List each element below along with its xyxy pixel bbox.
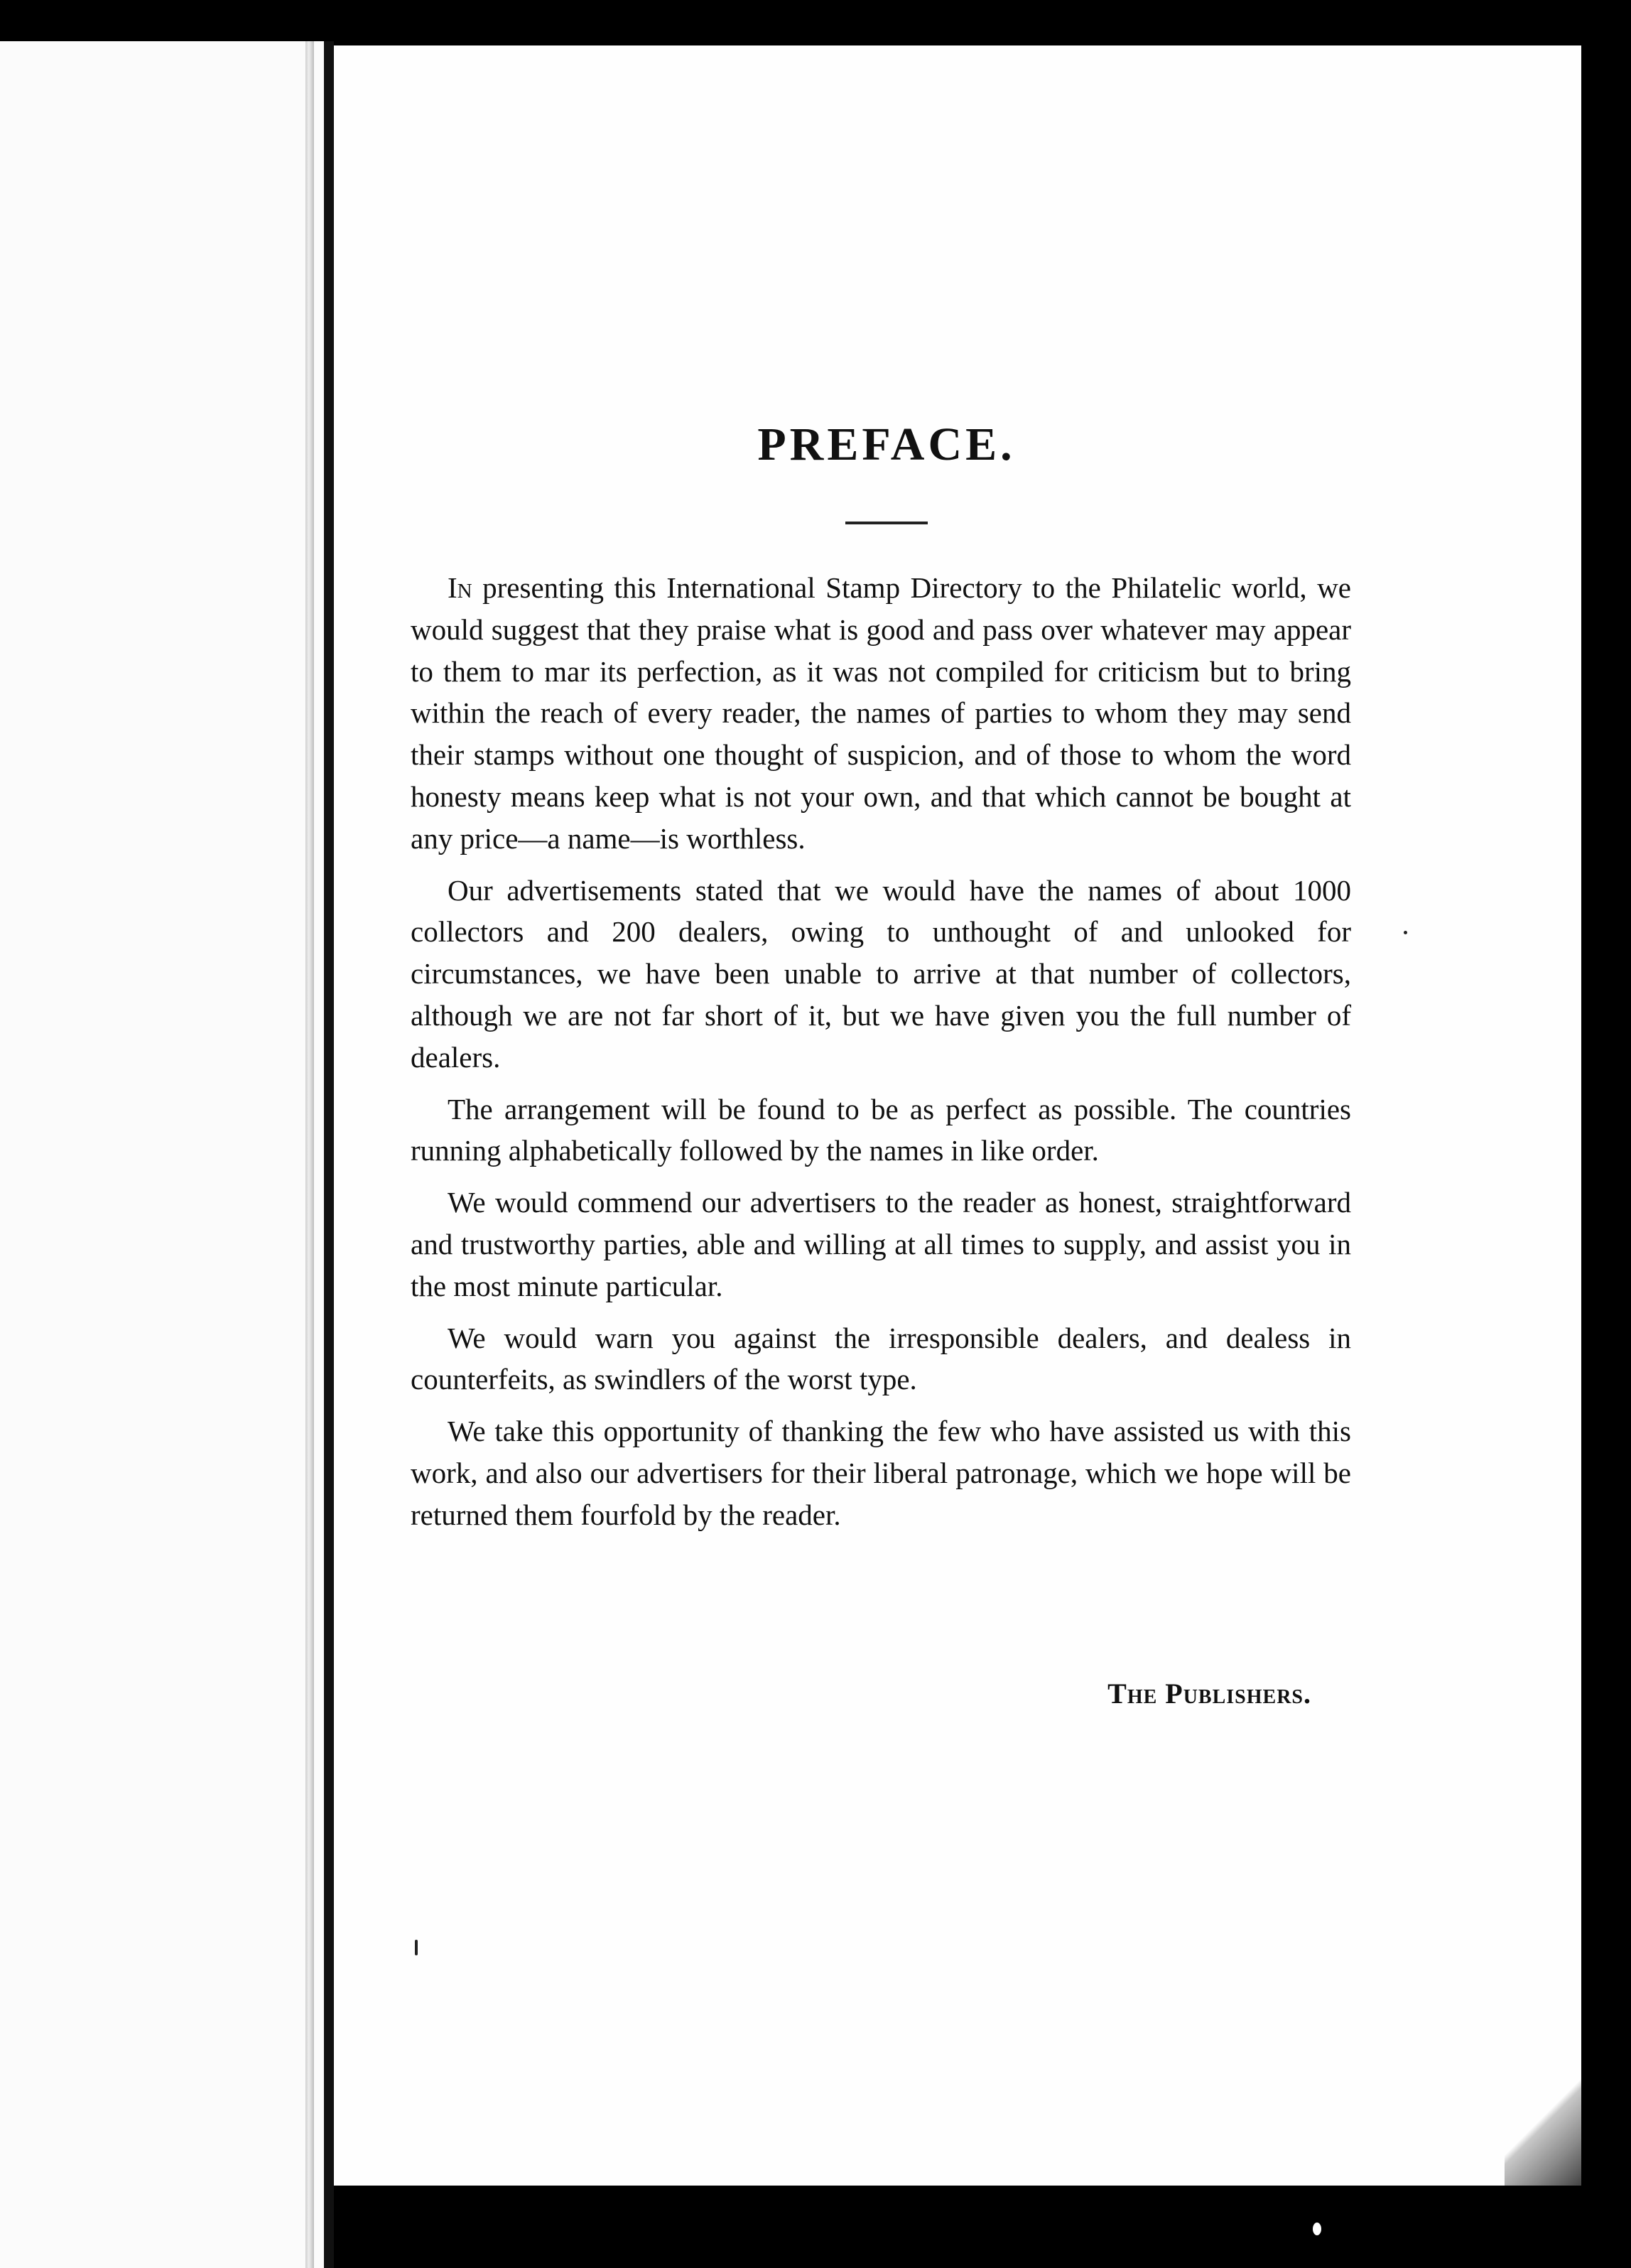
paragraph-4: We would commend our advertisers to the reader as honest, straightforward and trustworthy parties, able and willing at all times to supply, and assist you in the most minute particular.: [411, 1186, 1351, 1302]
ink-speck: [1313, 2223, 1321, 2235]
paragraph-3: The arrangement will be found to be as perfect as possible. The countries running alphabetically followed by the names in like order.: [411, 1092, 1351, 1167]
ink-speck: [1404, 931, 1407, 934]
scan-top-edge: [0, 0, 1631, 43]
ink-speck: [415, 1940, 418, 1955]
paragraph-1-lead: In: [448, 571, 472, 604]
paragraph-1: [411, 567, 1351, 860]
preface-body: [411, 567, 1351, 1546]
facing-page-edge: [0, 41, 328, 2268]
paragraph-2: Our advertisements stated that we would have the names of about 1000 collectors and 200 dealers, owing to unthought of and unlooked for circumstances, we have been unable to arrive at that number of collectors, although we are not far short of it, but we have given you the full number of dealers.: [411, 873, 1351, 1074]
gutter-shadow: [305, 41, 314, 2268]
scan-bottom-edge: [334, 2186, 1631, 2268]
scan-right-edge: [1581, 43, 1631, 2268]
paragraph-1-text: presenting this International Stamp Directory to the Philatelic world, we would suggest that they praise what is good and pass over whatever may appear to them to mar its perfection, as it was not compiled for criticism but to bring within the reach of every reader, the names of parties to whom they may send their stamps without one thought of suspicion, and of those to whom the word honesty means keep what is not your own, and that which cannot be bought at any price—a name—is worthless.: [411, 571, 1351, 855]
book-spine: [324, 41, 334, 2268]
paragraph-6: We take this opportunity of thanking the few who have assisted us with this work, and also our advertisers for their liberal patronage, which we hope will be returned them fourfold by the reader.: [411, 1415, 1351, 1531]
signature: The Publishers.: [1107, 1678, 1311, 1710]
page-title-text: PREFACE.: [757, 418, 1016, 470]
page-title: [0, 418, 1631, 472]
dog-eared-corner: [1505, 2068, 1581, 2186]
paragraph-5: We would warn you against the irresponsible dealers, and dealess in counterfeits, as swindlers of the worst type.: [411, 1321, 1351, 1396]
title-rule: [845, 522, 928, 524]
